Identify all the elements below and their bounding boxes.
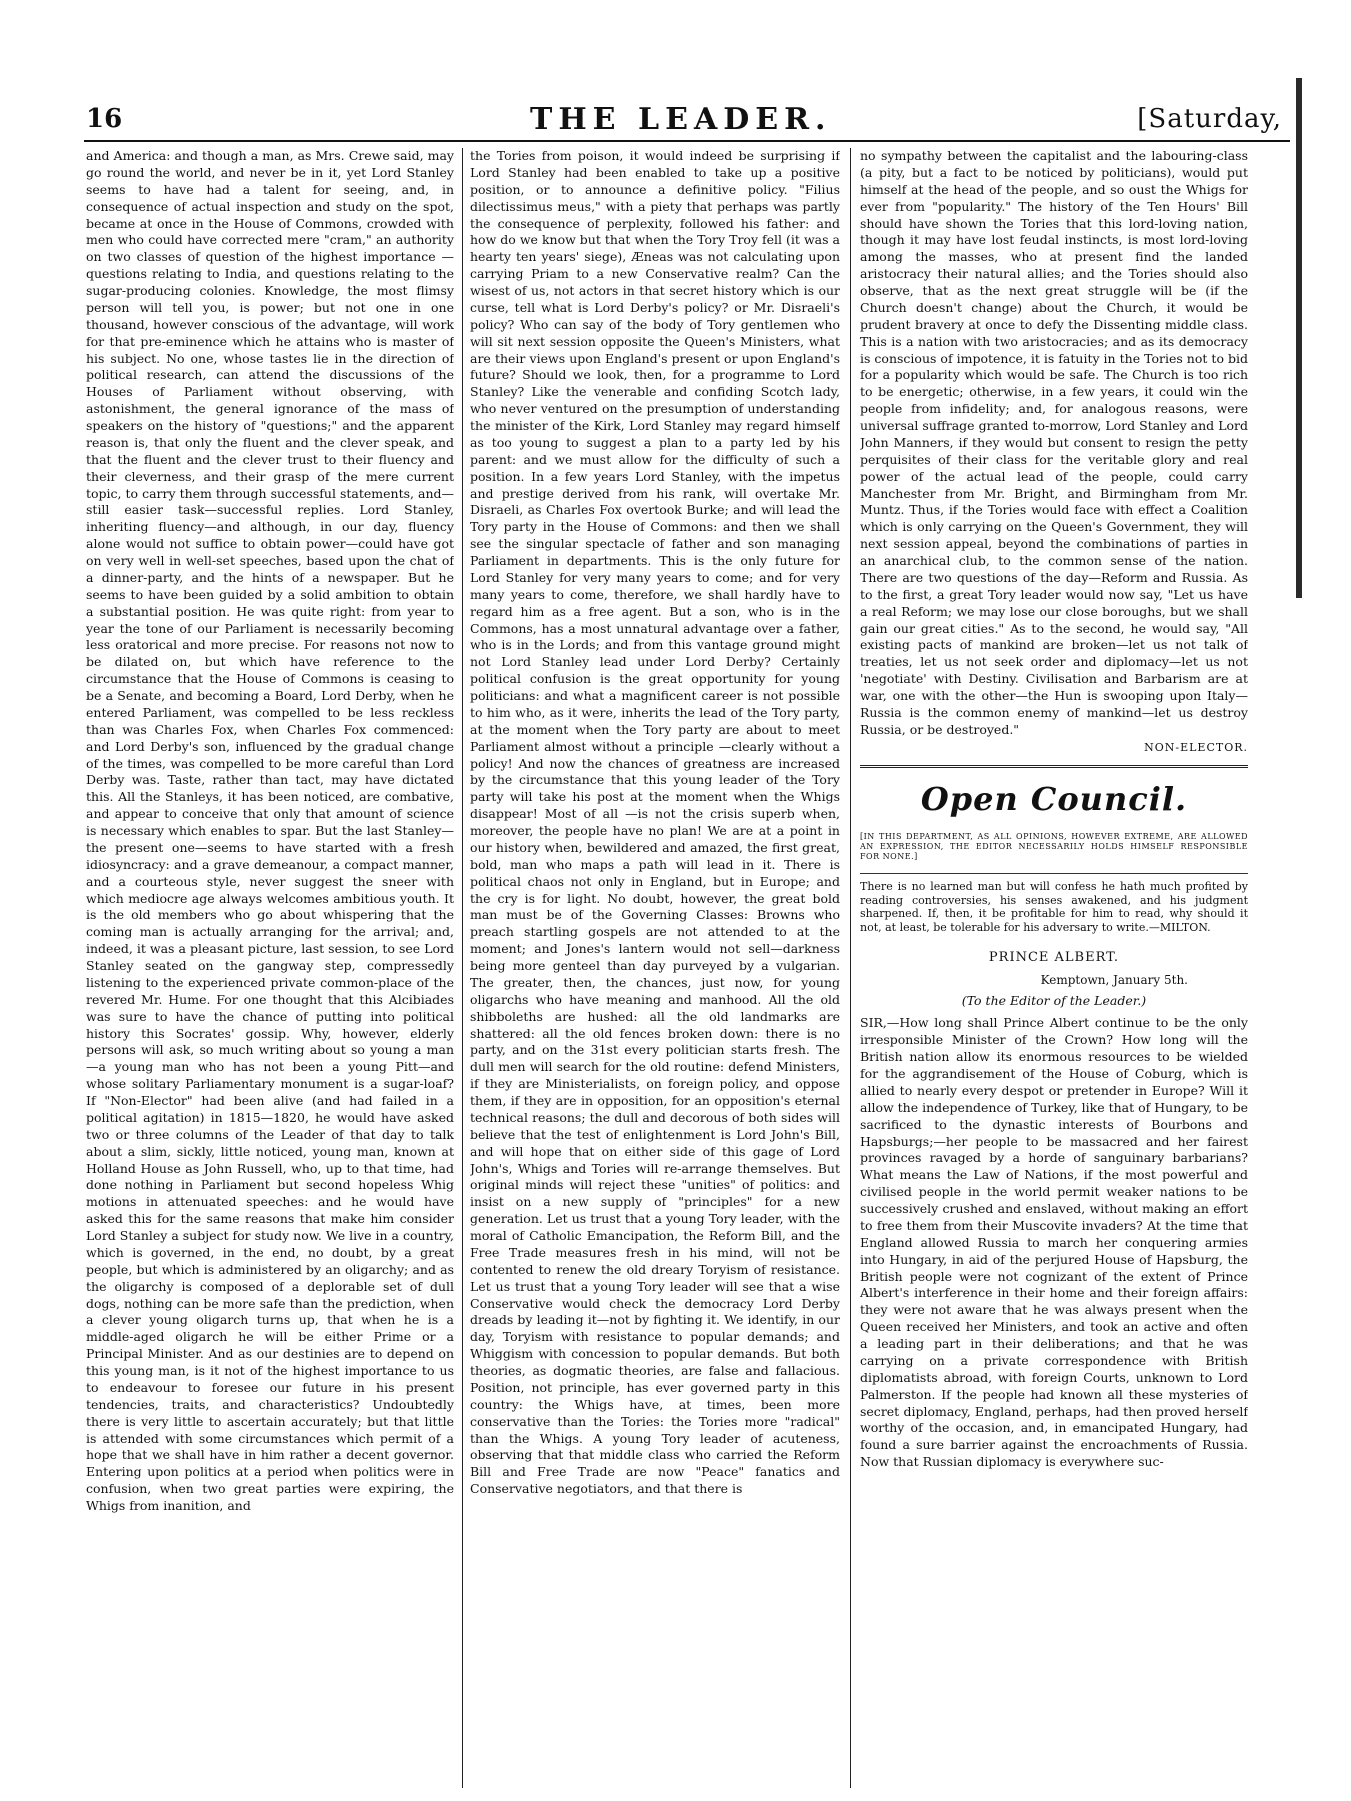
thin-divider xyxy=(860,873,1248,874)
column-3 xyxy=(860,148,1248,1788)
column-2 xyxy=(470,148,840,1788)
header-rule xyxy=(84,140,1290,142)
column-3-text: no sympathy between the capitalist and the labouring-class (a pity, but a fact to be noticed by politicians), would put himself at the head of the people, and so oust the Whigs for ever from "popularity." The history of the Ten Hours' Bill should have shown the Tories that this lord-loving nation, though it may have lost feudal instincts, is most lord-loving among the masses, who at present find the landed aristocracy their natural allies; and the Tories should also observe, that as the next great struggle will be (if the Church doesn't change) about the Church, it would be prudent bravery at once to defy the Dissenting middle class. This is a nation with two aristocracies; and as its democracy is conscious of impotence, it is fatuity in the Tories not to bid for a popularity which would be safe. The Church is too rich to be energetic; otherwise, in a few years, it could win the people from infidelity; and, for analogous reasons, were universal suffrage granted to-morrow, Lord Stanley and Lord John Manners, if they would but consent to resign the petty perquisites of their class for the veritable glory and real power of the actual lead of the people, could carry Manchester from Mr. Bright, and Birmingham from Mr. Muntz. Thus, if the Tories would face with effect a Coalition which is only carrying on the Queen's Government, they will next session appeal, beyond the combinations of parties in an anarchical club, to the common sense of the nation. There are two questions of the day—Reform and Russia. As to the first, a great Tory leader would now say, "Let us have a real Reform; we may lose our close boroughs, but we shall gain our great cities." As to the second, he would say, "All existing pacts of mankind are broken—let us not talk of treaties, let us not seek order and diplomacy—let us not 'negotiate' with Destiny. Civilisation and Barbarism are at war, one with the other—the Hun is swooping upon Italy—Russia is the common enemy of mankind—let us destroy Russia, or be destroyed." xyxy=(860,148,1248,737)
masthead-title: THE LEADER. xyxy=(530,102,832,137)
editor-disclaimer: [IN THIS DEPARTMENT, AS ALL OPINIONS, HOWEVER EXTREME, ARE ALLOWED AN EXPRESSION, THE EDITOR NECESSARILY HOLDS HIMSELF RESPONSIBLE FOR NONE.] xyxy=(860,831,1248,862)
article-body: SIR,—How long shall Prince Albert continue to be the only irresponsible Minister of the Crown? How long will the British nation allow its enormous resources to be wielded for the aggrandisement of the House of Coburg, which is allied to nearly every despot or pretender in Europe? Will it allow the independence of Turkey, like that of Hungary, to be sacrificed to the dynastic interests of Bourbons and Hapsburgs;—her people to be massacred and her fairest provinces ravaged by a horde of sanguinary barbarians? What means the Law of Nations, if the most powerful and civilised people in the world permit weaker nations to be successively crushed and enslaved, without making an effort to free them from their Muscovite invaders? At the time that England allowed Russia to march her conquering armies into Hungary, in aid of the perjured House of Hapsburg, the British people were not cognizant of the extent of Prince Albert's interference in their home and their foreign affairs: they were not aware that he was always present when the Queen received her Ministers, and took an active and often a leading part in their deliberations; and that he was carrying on a private correspondence with British diplomatists abroad, with foreign Courts, unknown to Lord Palmerston. If the people had known all these mysteries of secret diplomacy, England, perhaps, had then proved herself worthy of the occasion, and, in emancipated Hungary, had found a sure barrier against the encroachments of Russia. Now that Russian diplomacy is everywhere suc- xyxy=(860,1015,1248,1470)
column-1 xyxy=(86,148,454,1788)
page-header xyxy=(72,102,1292,136)
dateline: Kemptown, January 5th. xyxy=(1040,973,1188,988)
page-number: 16 xyxy=(86,104,123,134)
column-1-text: and America: and though a man, as Mrs. Crewe said, may go round the world, and never be in it, yet Lord Stanley seems to have had a talent for seeing, and, in consequence of actual inspection and study on the spot, became at once in the House of Commons, crowded with men who could have corrected mere "cram," an authority on two classes of question of the highest importance — questions relating to India, and questions relating to the sugar-producing colonies. Knowledge, the most flimsy person will tell you, is power; but not one in one thousand, however conscious of the advantage, will work for that pre-eminence which he attains who is master of his subject. No one, whose tastes lie in the direction of political research, can attend the discussions of the Houses of Parliament without observing, with astonishment, the general ignorance of the mass of speakers on the history of "questions;" and the apparent reason is, that only the fluent and the clever speak, and that the fluent and the clever trust to their fluency and their cleverness, and their grasp of the mere current topic, to carry them through successful statements, and—still easier task—successful replies. Lord Stanley, inheriting fluency—and although, in our day, fluency alone would not suffice to obtain power—could have got on very well in well-set speeches, based upon the chat of a dinner-party, and the hints of a newspaper. But he seems to have been guided by a solid ambition to obtain a substantial position. He was quite right: from year to year the tone of our Parliament is necessarily becoming less oratorical and more precise. For reasons not now to be dilated on, but which have reference to the circumstance that the House of Commons is ceasing to be a Senate, and becoming a Board, Lord Derby, when he entered Parliament, was compelled to be less reckless than was Charles Fox, when Charles Fox commenced: and Lord Derby's son, influenced by the gradual change of the times, was compelled to be more careful than Lord Derby was. Taste, rather than tact, may have dictated this. All the Stanleys, it has been noticed, are combative, and appear to conceive that only that amount of science is necessary which enables to spar. But the last Stanley—the present one—seems to have started with a fresh idiosyncracy: and a grave demeanour, a compact manner, and a courteous style, never suggest the sneer with which mediocre age always welcomes ambitious youth. It is the old members who go about whispering that the coming man is actually arranging for the arrival; and, indeed, it was a pleasant picture, last session, to see Lord Stanley seated on the gangway step, compressedly listening to the experienced private common-place of the revered Mr. Hume. For one thought that this Alcibiades was sure to have the chance of putting into political history this Socrates' gossip. Why, however, elderly persons will ask, so much writing about so young a man—a young man who has not been a young Pitt—and whose solitary Parliamentary monument is a sugar-loaf? If "Non-Elector" had been alive (and had failed in a political agitation) in 1815—1820, he would have asked two or three columns of the Leader of that day to talk about a slim, sickly, little noticed, young man, known at Holland House as John Russell, who, up to that time, had done nothing in Parliament but second hopeless Whig motions in attenuated speeches: and he would have asked this for the same reasons that make him consider Lord Stanley a subject for study now. We live in a country, which is governed, in the end, no doubt, by a great people, but which is administered by an oligarchy; and as the oligarchy is composed of a deplorable set of dull dogs, nothing can be more safe than the prediction, when a clever young oligarch turns up, that when he is a middle-aged oligarch he will be either Prime or a Principal Minister. And as our destinies are to depend on this young man, is it not of the highest importance to us to endeavour to foresee our future in his present tendencies, traits, and characteristics? Undoubtedly there is very little to ascertain accurately; but that little is attended with some circumstances which permit of a hope that we shall have in him rather a decent governor. Entering upon politics at a period when politics were in confusion, when two great parties were expiring, the Whigs from inanition, and xyxy=(86,148,454,1513)
column-2-text: the Tories from poison, it would indeed be surprising if Lord Stanley had been enabled to take up a positive position, or to announce a definitive policy. "Filius dilectissimus meus," with a piety that perhaps was partly the consequence of perplexity, followed his father: and how do we know but that when the Tory Troy fell (it was a hearty ten years' siege), Æneas was not calculating upon carrying Priam to a new Conservative realm? Can the wisest of us, not actors in that secret history which is our curse, tell what is Lord Derby's policy? or Mr. Disraeli's policy? Who can say of the body of Tory gentlemen who will sit next session opposite the Queen's Ministers, what are their views upon England's present or upon England's future? Should we look, then, for a programme to Lord Stanley? Like the venerable and confiding Scotch lady, who never ventured on the presumption of understanding the minister of the Kirk, Lord Stanley may regard himself as too young to suggest a plan to a party led by his parent: and we must allow for the difficulty of such a position. In a few years Lord Stanley, with the impetus and prestige derived from his rank, will overtake Mr. Disraeli, as Charles Fox overtook Burke; and will lead the Tory party in the House of Commons: and then we shall see the singular spectacle of father and son managing Parliament in departments. This is the only future for Lord Stanley for very many years to come; and for very many years to come, therefore, we shall hardly have to regard him as a free agent. But a son, who is in the Commons, has a most unnatural advantage over a father, who is in the Lords; and from this vantage ground might not Lord Stanley lead under Lord Derby? Certainly political confusion is the great opportunity for young politicians: and what a magnificent career is not possible to him who, as it were, inherits the lead of the Tory party, at the moment when the Tory party are about to meet Parliament almost without a principle —clearly without a policy! And now the chances of greatness are increased by the circumstance that this young leader of the Tory party will take his post at the moment when the Whigs disappear! Most of all —is not the crisis superb when, moreover, the people have no plan! We are at a point in our history when, bewildered and amazed, the first great, bold, man who maps a path will lead in it. There is political chaos not only in England, but in Europe; and the cry is for light. No doubt, however, the great bold man must be of the Governing Classes: Browns who preach startling gospels are not attended to at the moment; and Jones's lantern would not sell—darkness being more genteel than day purveyed by a vulgarian. The greater, then, the chances, just now, for young oligarchs who have meaning and manhood. All the old shibboleths are hushed: all the old landmarks are shattered: all the old fences broken down: there is no party, and on the 31st every politician starts fresh. The dull men will search for the old routine: defend Ministers, if they are Ministerialists, on foreign policy, and oppose them, if they are in opposition, for an opposition's eternal technical reasons; the dull and decorous of both sides will believe that the test of enlightenment is Lord John's Bill, and will hope that on either side of this gage of Lord John's, Whigs and Tories will re-arrange themselves. But original minds will reject these "unities" of politics: and insist on a new supply of "principles" for a new generation. Let us trust that a young Tory leader, with the moral of Catholic Emancipation, the Reform Bill, and the Free Trade measures fresh in his mind, will not be contented to renew the old dreary Toryism of resistance. Let us trust that a young Tory leader will see that a wise Conservative would check the democracy Lord Derby dreads by leading it—not by fighting it. We identify, in our day, Toryism with resistance to popular demands; and Whiggism with concession to popular demands. But both theories, as dogmatic theories, are false and fallacious. Position, not principle, has ever governed party in this country: the Whigs have, at times, been more conservative than the Tories: the Tories more "radical" than the Whigs. A young Tory leader of acuteness, observing that that middle class who carried the Reform Bill and Free Trade are now "Peace" fanatics and Conservative negotiators, and that there is xyxy=(470,148,840,1497)
header-day: [Saturday, xyxy=(1137,104,1282,134)
column-separator xyxy=(462,148,463,1788)
margin-bar xyxy=(1296,78,1302,598)
article-title: PRINCE ALBERT. xyxy=(988,949,1120,965)
section-divider xyxy=(860,765,1248,768)
column-separator xyxy=(850,148,851,1788)
to-editor-line: (To the Editor of the Leader.) xyxy=(961,992,1147,1008)
signature: NON-ELECTOR. xyxy=(1144,740,1248,754)
milton-quote: There is no learned man but will confess he hath much profited by reading controversies, his senses awakened, and his judgment sharpened. If, then, it be profitable for him to read, why should it not, at least, be tolerable for his adversary to write.—MILTON. xyxy=(860,879,1248,935)
section-title: Open Council. xyxy=(920,780,1188,819)
